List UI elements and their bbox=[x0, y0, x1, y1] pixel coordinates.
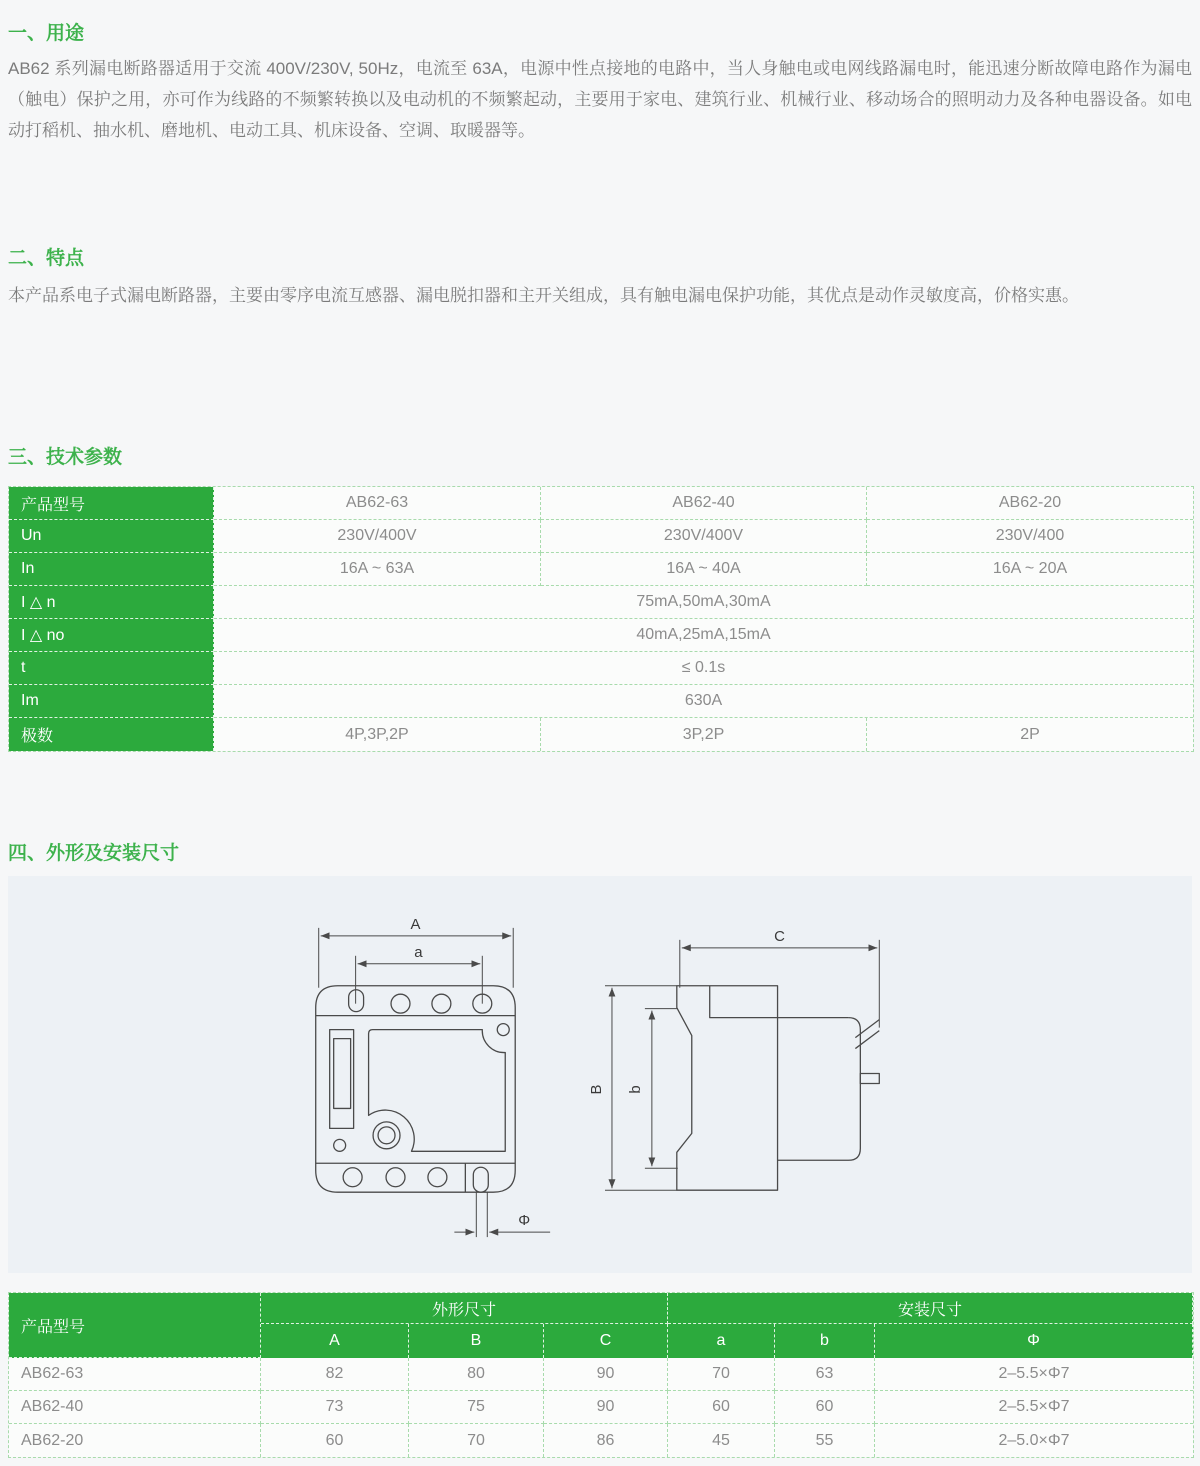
tech-value-cell: 4P,3P,2P bbox=[214, 718, 541, 751]
tech-value-cell: 16A ~ 63A bbox=[214, 553, 541, 586]
dim-value-cell: 70 bbox=[409, 1424, 544, 1457]
dim-col-C: C bbox=[544, 1324, 668, 1358]
table-row bbox=[9, 1391, 1193, 1424]
table-row bbox=[9, 718, 1193, 751]
tech-value-cell: 230V/400V bbox=[541, 520, 867, 553]
dim-value-cell: 80 bbox=[409, 1358, 544, 1391]
table-row bbox=[9, 652, 1193, 685]
dim-col-A: A bbox=[261, 1324, 409, 1358]
section-tech-title: 三、技术参数 bbox=[8, 446, 123, 468]
dim-value-cell: 63 bbox=[775, 1358, 875, 1391]
tech-row-label: t bbox=[9, 652, 214, 685]
table-row bbox=[9, 586, 1193, 619]
dim-value-cell: 45 bbox=[668, 1424, 775, 1457]
dim-col-a: a bbox=[668, 1324, 775, 1358]
dim-value-cell: 90 bbox=[544, 1391, 668, 1424]
dim-value-cell: 60 bbox=[668, 1391, 775, 1424]
table-row bbox=[9, 619, 1193, 652]
tech-row-label: Un bbox=[9, 520, 214, 553]
dim-label-b: b bbox=[626, 1085, 644, 1094]
section-dimensions-title: 四、外形及安装尺寸 bbox=[8, 842, 180, 864]
dim-group-install: 安装尺寸 bbox=[668, 1293, 1193, 1324]
tech-row-label: 极数 bbox=[9, 718, 214, 751]
table-row bbox=[9, 1424, 1193, 1457]
tech-value-cell-merged: 40mA,25mA,15mA bbox=[214, 619, 1193, 652]
tech-value-cell: 230V/400 bbox=[867, 520, 1193, 553]
front-view-drawing bbox=[316, 916, 550, 1237]
section-features-title: 二、特点 bbox=[8, 247, 85, 269]
dim-label-B: B bbox=[587, 1084, 605, 1095]
tech-row-label: In bbox=[9, 553, 214, 586]
dim-value-cell: 82 bbox=[261, 1358, 409, 1391]
side-view-drawing bbox=[588, 928, 879, 1190]
dim-value-cell: 2–5.5×Φ7 bbox=[875, 1358, 1193, 1391]
tech-value-cell: 16A ~ 40A bbox=[541, 553, 867, 586]
table-header-row bbox=[9, 1293, 1193, 1324]
dimension-table bbox=[8, 1292, 1194, 1458]
dim-col-b: b bbox=[775, 1324, 875, 1358]
tech-value-cell-merged: 630A bbox=[214, 685, 1193, 718]
tech-value-cell-merged: 75mA,50mA,30mA bbox=[214, 586, 1193, 619]
table-row bbox=[9, 1358, 1193, 1391]
dim-col-phi: Φ bbox=[875, 1324, 1193, 1358]
dim-value-cell: 75 bbox=[409, 1391, 544, 1424]
tech-value-cell-merged: ≤ 0.1s bbox=[214, 652, 1193, 685]
dim-label-C: C bbox=[774, 927, 785, 945]
tech-row-label: 产品型号 bbox=[9, 487, 214, 520]
table-row bbox=[9, 520, 1193, 553]
table-row bbox=[9, 487, 1193, 520]
tech-value-cell: 2P bbox=[867, 718, 1193, 751]
tech-value-cell: AB62-20 bbox=[867, 487, 1193, 520]
section-usage-title: 一、用途 bbox=[8, 22, 85, 44]
dim-label-A: A bbox=[410, 915, 421, 933]
dim-label-a: a bbox=[414, 943, 423, 961]
dim-group-outline: 外形尺寸 bbox=[261, 1293, 668, 1324]
tech-params-table bbox=[8, 486, 1194, 752]
tech-value-cell: 230V/400V bbox=[214, 520, 541, 553]
tech-row-label: I △ n bbox=[9, 586, 214, 619]
usage-paragraph: AB62 系列漏电断路器适用于交流 400V/230V, 50Hz，电流至 63A，电源中性点接地的电路中，当人身触电或电网线路漏电时，能迅速分断故障电路作为漏电（触电）保护之用，亦可作为线路的不频繁转换以及电动机的不频繁起动，主要用于家电、建筑行业、机械行业、移动场合的照明动力及各种电器设备。如电动打稻机、抽水机、磨地机、电动工具、机床设备、空调、取暖器等。 bbox=[8, 59, 1192, 140]
dim-model-cell: AB62-40 bbox=[9, 1391, 261, 1424]
dim-value-cell: 60 bbox=[261, 1424, 409, 1457]
dim-col-B: B bbox=[409, 1324, 544, 1358]
tech-value-cell: AB62-63 bbox=[214, 487, 541, 520]
dim-value-cell: 70 bbox=[668, 1358, 775, 1391]
dim-value-cell: 90 bbox=[544, 1358, 668, 1391]
tech-value-cell: 3P,2P bbox=[541, 718, 867, 751]
dim-col-product: 产品型号 bbox=[9, 1293, 261, 1358]
dim-value-cell: 73 bbox=[261, 1391, 409, 1424]
tech-row-label: Im bbox=[9, 685, 214, 718]
dim-model-cell: AB62-20 bbox=[9, 1424, 261, 1457]
dim-value-cell: 60 bbox=[775, 1391, 875, 1424]
dimension-drawing bbox=[8, 876, 1192, 1273]
tech-value-cell: AB62-40 bbox=[541, 487, 867, 520]
features-paragraph: 本产品系电子式漏电断路器，主要由零序电流互感器、漏电脱扣器和主开关组成，具有触电漏电保护功能，其优点是动作灵敏度高，价格实惠。 bbox=[8, 286, 1079, 305]
dimension-drawing-panel bbox=[8, 876, 1192, 1273]
table-row bbox=[9, 685, 1193, 718]
dim-label-phi: Φ bbox=[518, 1212, 531, 1230]
dim-value-cell: 2–5.5×Φ7 bbox=[875, 1391, 1193, 1424]
tech-value-cell: 16A ~ 20A bbox=[867, 553, 1193, 586]
tech-row-label: I △ no bbox=[9, 619, 214, 652]
table-row bbox=[9, 553, 1193, 586]
dim-model-cell: AB62-63 bbox=[9, 1358, 261, 1391]
dim-value-cell: 2–5.0×Φ7 bbox=[875, 1424, 1193, 1457]
dim-value-cell: 86 bbox=[544, 1424, 668, 1457]
dim-value-cell: 55 bbox=[775, 1424, 875, 1457]
